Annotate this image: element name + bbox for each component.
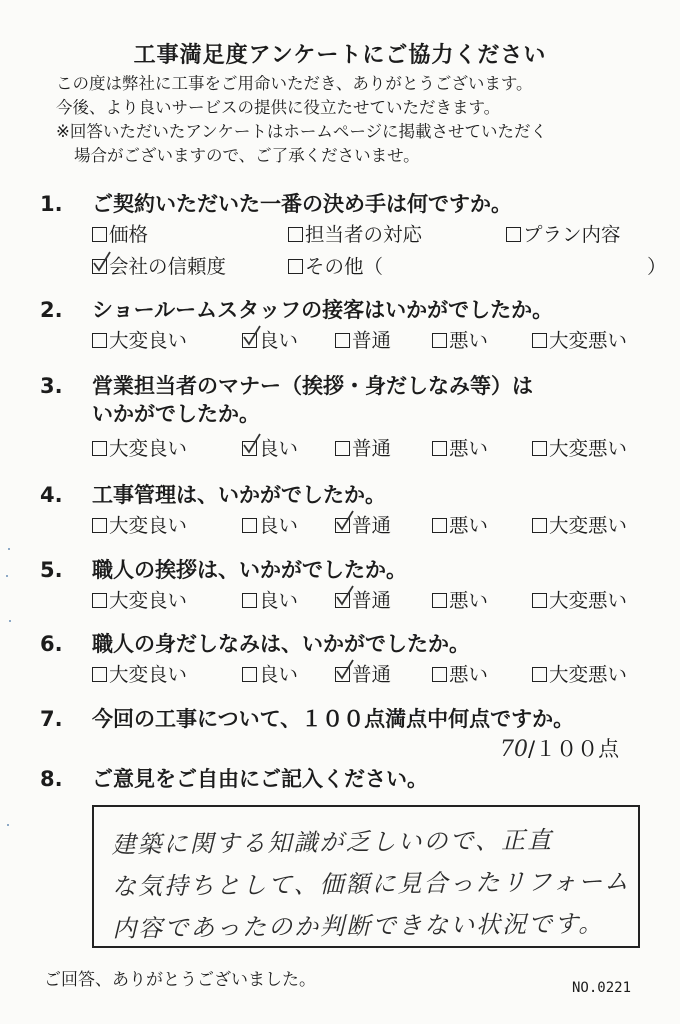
checkbox[interactable] [532,333,547,348]
checkbox[interactable] [432,333,447,348]
option-good[interactable] [242,326,298,356]
option-good[interactable] [242,660,298,690]
option-price[interactable] [92,220,148,250]
q1-options-row-1 [92,220,672,250]
option-bad[interactable] [432,326,488,356]
checkmark-icon [334,509,356,533]
question-number: 8. [40,767,63,791]
score-answer[interactable] [500,733,619,763]
option-average[interactable] [335,586,391,616]
option-label: 大変悪い [549,663,628,686]
checkbox-checked[interactable] [335,667,350,682]
question-text: ご契約いただいた一番の決め手は何ですか。 [92,192,512,216]
checkbox[interactable] [432,441,447,456]
checkbox[interactable] [432,667,447,682]
intro-text [56,72,666,168]
question-number: 4. [40,483,63,507]
checkbox[interactable] [92,441,107,456]
q2-rating [92,326,672,356]
q4-rating [92,511,672,541]
option-label: 会社の信頼度 [109,255,227,278]
option-label: 大変良い [109,663,188,686]
option-staff-response[interactable] [288,220,422,250]
question-7 [40,705,670,733]
checkbox-checked[interactable] [335,593,350,608]
option-label: 良い [259,589,299,612]
option-bad[interactable] [432,511,488,541]
question-number: 3. [40,374,63,398]
option-very-bad[interactable] [532,660,627,690]
checkbox[interactable] [532,441,547,456]
option-very-good[interactable] [92,586,187,616]
q3-rating [92,434,672,464]
handwritten-comment [111,818,632,949]
question-8 [40,765,670,793]
question-text: ショールームスタッフの接客はいかがでしたか。 [92,298,554,322]
checkbox[interactable] [242,518,257,533]
question-number: 7. [40,707,63,731]
checkbox[interactable] [532,667,547,682]
question-text: 工事管理は、いかがでしたか。 [92,483,386,507]
question-number: 6. [40,632,63,656]
option-label: 普通 [352,437,392,460]
option-very-bad[interactable] [532,434,627,464]
checkbox-checked[interactable] [92,259,107,274]
checkmark-icon [334,584,356,608]
checkbox[interactable] [92,518,107,533]
checkbox[interactable] [92,593,107,608]
question-number: 1. [40,192,63,216]
checkbox[interactable] [432,593,447,608]
checkbox[interactable] [92,227,107,242]
option-other[interactable] [288,252,383,282]
option-average[interactable] [335,511,391,541]
option-bad[interactable] [432,586,488,616]
question-text: 職人の身だしなみは、いかがでしたか。 [92,632,470,656]
checkbox[interactable] [92,333,107,348]
checkmark-icon [334,658,356,682]
option-label: 悪い [449,329,489,352]
checkbox[interactable] [335,333,350,348]
option-label: 普通 [352,663,392,686]
checkbox[interactable] [242,667,257,682]
option-label: 大変良い [109,329,188,352]
option-label: 良い [259,514,299,537]
option-bad[interactable] [432,434,488,464]
question-text: 営業担当者のマナー（挨拶・身だしなみ等）は [92,374,533,398]
intro-line: ※回答いただいたアンケートはホームページに掲載させていただく [56,122,548,141]
question-text: ご意見をご自由にご記入ください。 [92,767,428,791]
question-text-continued: いかがでしたか。 [92,402,260,426]
question-5 [40,556,670,584]
option-good[interactable] [242,511,298,541]
checkbox[interactable] [288,227,303,242]
option-label: 大変悪い [549,329,628,352]
checkbox[interactable] [532,518,547,533]
checkbox[interactable] [92,667,107,682]
checkbox-checked[interactable] [242,441,257,456]
option-other-close: ） [647,255,667,278]
option-very-good[interactable] [92,326,187,356]
comment-box[interactable] [92,805,640,948]
option-bad[interactable] [432,660,488,690]
intro-line: 場合がございますので、ご了承くださいませ。 [74,146,420,165]
comment-line: な気持ちとして、価額に見合ったリフォーム [111,867,631,901]
checkbox-checked[interactable] [335,518,350,533]
option-label: 悪い [449,589,489,612]
option-label: 悪い [449,663,489,686]
option-very-bad[interactable] [532,511,627,541]
checkmark-icon [91,250,113,274]
option-label: 普通 [352,589,392,612]
option-very-good[interactable] [92,660,187,690]
checkbox[interactable] [242,593,257,608]
option-label: 担当者の対応 [305,223,423,246]
score-suffix: /１００点 [528,737,620,761]
option-label: 普通 [352,329,392,352]
option-label: 大変悪い [549,514,628,537]
checkbox[interactable] [506,227,521,242]
checkbox-checked[interactable] [242,333,257,348]
option-label: 大変悪い [549,589,628,612]
question-4 [40,481,670,509]
intro-line: この度は弊社に工事をご用命いただき、ありがとうございます。 [56,74,533,93]
option-good[interactable] [242,586,298,616]
option-good[interactable] [242,434,298,464]
option-label: 良い [259,329,299,352]
q6-rating [92,660,672,690]
option-label: 大変良い [109,589,188,612]
question-6 [40,630,670,658]
score-value: 70 [500,737,528,762]
option-company-trust[interactable] [92,252,226,282]
option-label: その他（ [305,255,384,278]
option-label: 大変良い [109,514,188,537]
serial-number: NO.0221 [572,980,632,996]
checkbox[interactable] [288,259,303,274]
checkmark-icon [241,324,263,348]
question-text: 今回の工事について、１００点満点中何点ですか。 [92,707,575,731]
question-3 [40,372,670,428]
option-very-bad[interactable] [532,326,627,356]
checkmark-icon [241,432,263,456]
question-text: 職人の挨拶は、いかがでしたか。 [92,558,407,582]
option-very-good[interactable] [92,434,187,464]
option-label: 大変良い [109,437,188,460]
page-title: 工事満足度アンケートにご協力ください [133,43,547,68]
option-label: 良い [259,663,299,686]
option-very-good[interactable] [92,511,187,541]
option-average[interactable] [335,326,391,356]
option-label: プラン内容 [523,223,621,246]
question-number: 5. [40,558,63,582]
option-plan-content[interactable] [506,220,621,250]
option-label: 大変悪い [549,437,628,460]
question-number: 2. [40,298,63,322]
q5-rating [92,586,672,616]
option-label: 悪い [449,437,489,460]
checkbox[interactable] [335,441,350,456]
option-label: 価格 [109,223,149,246]
thank-you-footer: ご回答、ありがとうございました。 [44,970,316,990]
option-label: 普通 [352,514,392,537]
comment-line: 建築に関する知識が乏しいので、正直 [111,826,554,859]
option-label: 悪い [449,514,489,537]
checkbox[interactable] [532,593,547,608]
intro-line: 今後、より良いサービスの提供に役立たせていただきます。 [56,98,501,117]
comment-line: 内容であったのか判断できない状況です。 [112,909,605,943]
question-2 [40,296,670,324]
question-1 [40,190,670,218]
q1-options-row-2 [92,252,672,282]
checkbox[interactable] [432,518,447,533]
option-very-bad[interactable] [532,586,627,616]
option-average[interactable] [335,660,391,690]
option-average[interactable] [335,434,391,464]
option-label: 良い [259,437,299,460]
